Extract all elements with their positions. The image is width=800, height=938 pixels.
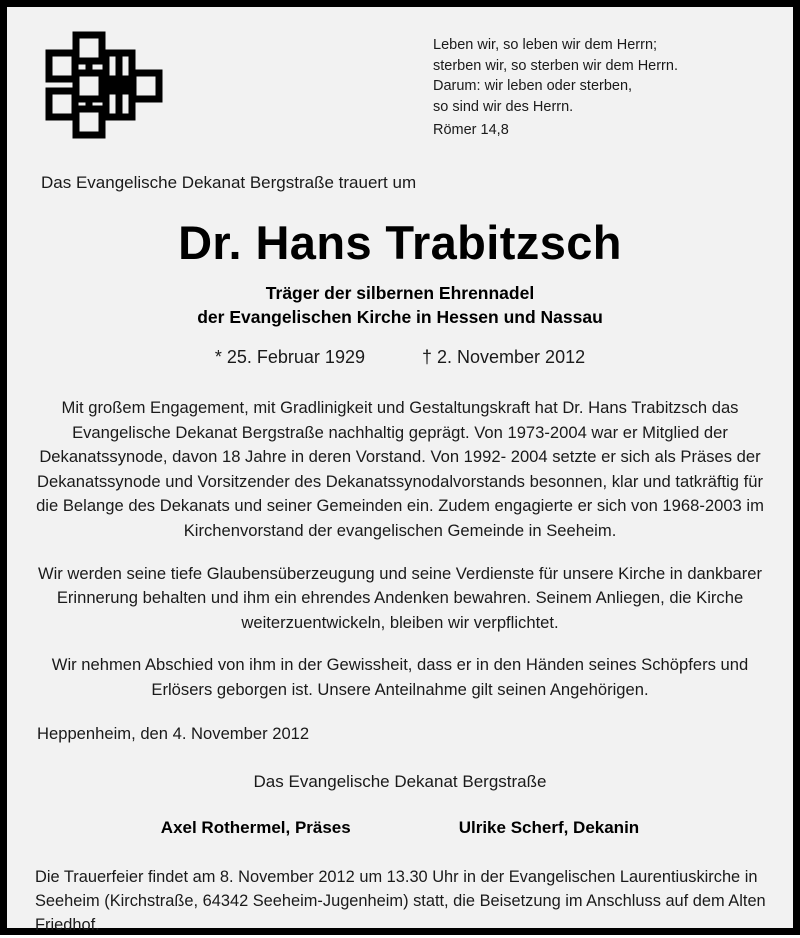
paragraph-3: Wir nehmen Abschied von ihm in der Gewissheit, dass er in den Händen seines Schöpfers und Erlösers geborgen ist. Unsere Anteilnahme gilt seinen Angehörigen. [51,655,749,699]
signatures [33,818,767,838]
honor-line-2: der Evangelischen Kirche in Hessen und Nassau [197,306,603,327]
cross-knot-icon [45,31,163,139]
bible-verse [433,23,678,141]
paragraph-2: Wir werden seine tiefe Glaubensüberzeugung und seine Verdienste für unsere Kirche in dankbarer Erinnerung behalten und ihm ein ehrendes Andenken bewahren. Seinem Anliegen, die Kirche weiterzuentwickeln, bleiben wir verpflichtet. [37,563,763,632]
life-dates [33,347,767,368]
honor-block [33,282,767,329]
birth-date: * 25. Februar 1929 [214,347,365,368]
place-and-date: Heppenheim, den 4. November 2012 [37,724,310,744]
verse-line-4: so sind wir des Herrn. [433,98,574,115]
header [33,23,767,151]
signature-dekanin: Ulrike Scherf, Dekanin [458,818,640,838]
deceased-name: Dr. Hans Trabitzsch [178,216,622,269]
funeral-details: Die Trauerfeier findet am 8. November 2012 um 13.30 Uhr in der Evangelischen Laurentiuskirche in Seeheim (Kirchstraße, 64342 Seeheim-Jugenheim) statt, die Beisetzung im Anschluss auf dem Alten Friedhof. [35,868,766,934]
verse-line-3: Darum: wir leben oder sterben, [433,78,633,95]
honor-line-1: Träger der silbernen Ehrennadel [265,283,535,303]
verse-line-2: sterben wir, so sterben wir dem Herrn. [433,57,678,74]
verse-source: Römer 14,8 [433,122,509,139]
verse-line-1: Leben wir, so leben wir dem Herrn; [433,37,658,53]
death-date: † 2. November 2012 [422,347,586,368]
signature-praeses: Axel Rothermel, Präses [160,818,351,838]
organization-name: Das Evangelische Dekanat Bergstraße [253,772,547,792]
logo-container [33,23,195,144]
intro-text: Das Evangelische Dekanat Bergstraße trauert um [41,173,417,192]
body-text [33,396,767,720]
paragraph-1: Mit großem Engagement, mit Gradlinigkeit und Gestaltungskraft hat Dr. Hans Trabitzsch das Evangelische Dekanat Bergstraße nachhaltig geprägt. Von 1973-2004 war er Mitglied der Dekanatssynode, davon 18 Jahre in deren Vorstand. Von 1992- 2004 setzte er sich als Präses der Dekanatssynode und Vorsitzender des Dekanatssynodalvorstands besonnen, klar und tatkräftig für die Belange des Dekanats und seiner Gemeinden ein. Zudem engagierte er sich von 1968-2003 im Kirchenvorstand der evangelischen Gemeinde in Seeheim. [36,398,764,540]
